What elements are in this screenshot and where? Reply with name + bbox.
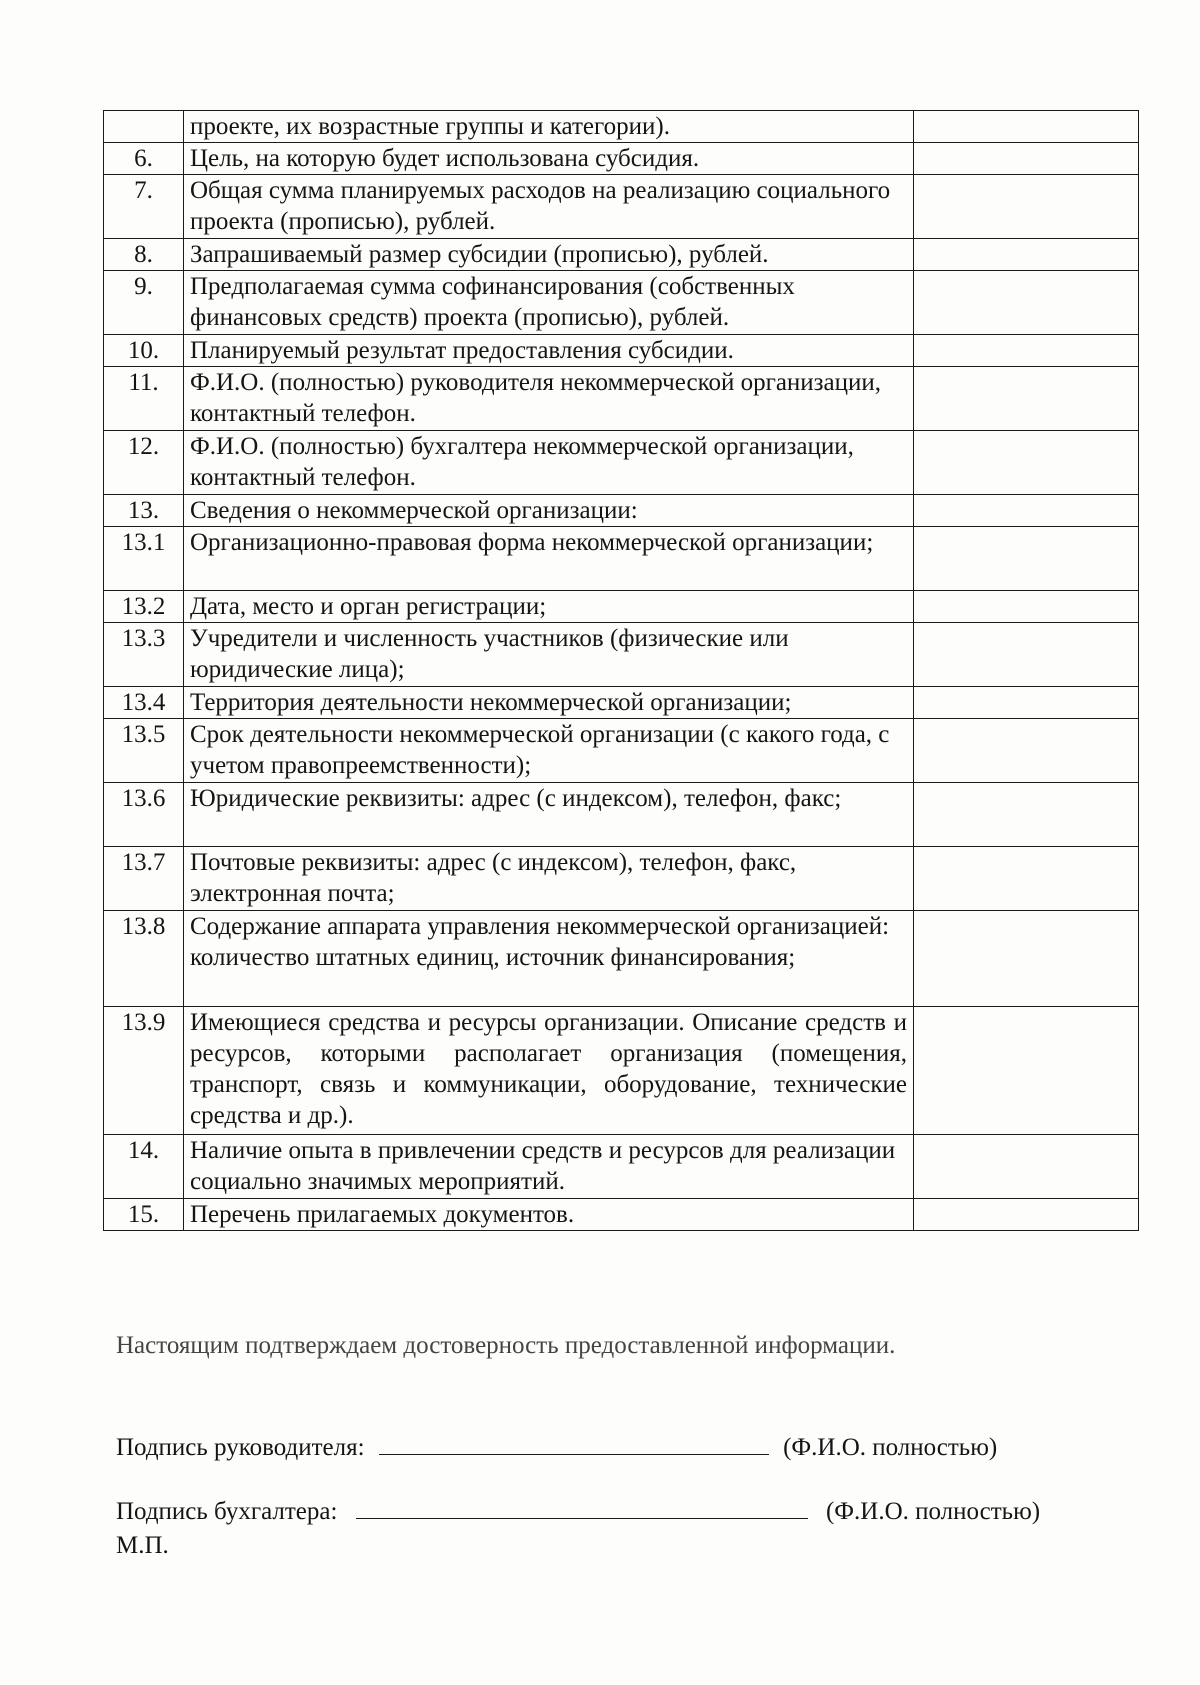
- row-value-cell[interactable]: [914, 431, 1139, 495]
- row-number: 13.9: [104, 1007, 184, 1135]
- row-description: Почтовые реквизиты: адрес (с индексом), телефон, факс, электронная почта;: [184, 847, 914, 911]
- row-description: Сведения о некоммерческой организации:: [184, 495, 914, 527]
- row-number: 13.1: [104, 527, 184, 591]
- row-value-cell[interactable]: [914, 111, 1139, 143]
- stamp-place: М.П.: [116, 1532, 169, 1559]
- table-row: [104, 1199, 1139, 1231]
- row-value-cell[interactable]: [914, 1199, 1139, 1231]
- row-description: проекте, их возрастные группы и категории).: [184, 111, 914, 143]
- row-description: Имеющиеся средства и ресурсы организации. Описание средств и ресурсов, которыми располагает организация (помещения, транспорт, связь и коммуникации, оборудование, технические средства и др.).: [184, 1007, 914, 1135]
- table-row: [104, 1007, 1139, 1135]
- table-row: [104, 687, 1139, 719]
- row-number: 13.6: [104, 783, 184, 847]
- row-description: Территория деятельности некоммерческой организации;: [184, 687, 914, 719]
- table-row: [104, 239, 1139, 271]
- row-number: [104, 111, 184, 143]
- row-value-cell[interactable]: [914, 847, 1139, 911]
- row-description: Учредители и численность участников (физические или юридические лица);: [184, 623, 914, 687]
- row-number: 13.: [104, 495, 184, 527]
- row-description: Запрашиваемый размер субсидии (прописью), рублей.: [184, 239, 914, 271]
- row-value-cell[interactable]: [914, 1007, 1139, 1135]
- accountant-name-hint: (Ф.И.О. полностью): [825, 1498, 1041, 1525]
- form-rows: [104, 111, 1139, 1231]
- row-value-cell[interactable]: [914, 495, 1139, 527]
- table-row: [104, 143, 1139, 175]
- row-number: 13.2: [104, 591, 184, 623]
- row-value-cell[interactable]: [914, 623, 1139, 687]
- table-row: [104, 431, 1139, 495]
- row-description: Дата, место и орган регистрации;: [184, 591, 914, 623]
- row-number: 11.: [104, 367, 184, 431]
- row-description: Планируемый результат предоставления субсидии.: [184, 335, 914, 367]
- row-value-cell[interactable]: [914, 239, 1139, 271]
- table-row: [104, 367, 1139, 431]
- row-value-cell[interactable]: [914, 143, 1139, 175]
- head-signature-label: Подпись руководителя:: [116, 1434, 365, 1461]
- row-number: 13.8: [104, 911, 184, 1007]
- table-row: [104, 527, 1139, 591]
- row-description: Срок деятельности некоммерческой организации (с какого года, с учетом правопреемственности);: [184, 719, 914, 783]
- row-value-cell[interactable]: [914, 175, 1139, 239]
- row-value-cell[interactable]: [914, 591, 1139, 623]
- row-description: Ф.И.О. (полностью) руководителя некоммерческой организации, контактный телефон.: [184, 367, 914, 431]
- table-row: [104, 911, 1139, 1007]
- row-number: 13.4: [104, 687, 184, 719]
- row-value-cell[interactable]: [914, 1135, 1139, 1199]
- row-number: 10.: [104, 335, 184, 367]
- table-row: [104, 175, 1139, 239]
- table-row: [104, 335, 1139, 367]
- row-number: 15.: [104, 1199, 184, 1231]
- row-number: 13.3: [104, 623, 184, 687]
- table-row: [104, 271, 1139, 335]
- row-value-cell[interactable]: [914, 719, 1139, 783]
- table-row: [104, 623, 1139, 687]
- row-value-cell[interactable]: [914, 335, 1139, 367]
- table-row: [104, 111, 1139, 143]
- row-value-cell[interactable]: [914, 367, 1139, 431]
- row-number: 12.: [104, 431, 184, 495]
- row-description: Ф.И.О. (полностью) бухгалтера некоммерческой организации, контактный телефон.: [184, 431, 914, 495]
- row-number: 7.: [104, 175, 184, 239]
- row-number: 9.: [104, 271, 184, 335]
- table-row: [104, 1135, 1139, 1199]
- table-row: [104, 719, 1139, 783]
- row-number: 8.: [104, 239, 184, 271]
- head-signature-line[interactable]: [379, 1432, 769, 1455]
- row-description: Предполагаемая сумма софинансирования (собственных финансовых средств) проекта (прописью), рублей.: [184, 271, 914, 335]
- accountant-signature-line[interactable]: [356, 1496, 808, 1519]
- confirmation-statement: Настоящим подтверждаем достоверность предоставленной информации.: [116, 1332, 896, 1359]
- row-description: Наличие опыта в привлечении средств и ресурсов для реализации социально значимых мероприятий.: [184, 1135, 914, 1199]
- row-number: 6.: [104, 143, 184, 175]
- application-form-table: [103, 110, 1139, 1231]
- row-description: Юридические реквизиты: адрес (с индексом), телефон, факс;: [184, 783, 914, 847]
- row-value-cell[interactable]: [914, 271, 1139, 335]
- table-row: [104, 783, 1139, 847]
- row-value-cell[interactable]: [914, 687, 1139, 719]
- head-signature-row: [116, 1432, 997, 1462]
- row-number: 13.5: [104, 719, 184, 783]
- head-name-hint: (Ф.И.О. полностью): [783, 1434, 998, 1461]
- row-description: Цель, на которую будет использована субсидия.: [184, 143, 914, 175]
- row-value-cell[interactable]: [914, 911, 1139, 1007]
- row-description: Общая сумма планируемых расходов на реализацию социального проекта (прописью), рублей.: [184, 175, 914, 239]
- row-value-cell[interactable]: [914, 783, 1139, 847]
- accountant-signature-label: Подпись бухгалтера:: [116, 1498, 338, 1525]
- table-row: [104, 847, 1139, 911]
- row-description: Перечень прилагаемых документов.: [184, 1199, 914, 1231]
- row-description: Организационно-правовая форма некоммерческой организации;: [184, 527, 914, 591]
- table-row: [104, 591, 1139, 623]
- row-number: 13.7: [104, 847, 184, 911]
- accountant-signature-row: [116, 1496, 1040, 1526]
- row-value-cell[interactable]: [914, 527, 1139, 591]
- table-row: [104, 495, 1139, 527]
- row-description: Содержание аппарата управления некоммерческой организацией: количество штатных единиц, источник финансирования;: [184, 911, 914, 1007]
- row-number: 14.: [104, 1135, 184, 1199]
